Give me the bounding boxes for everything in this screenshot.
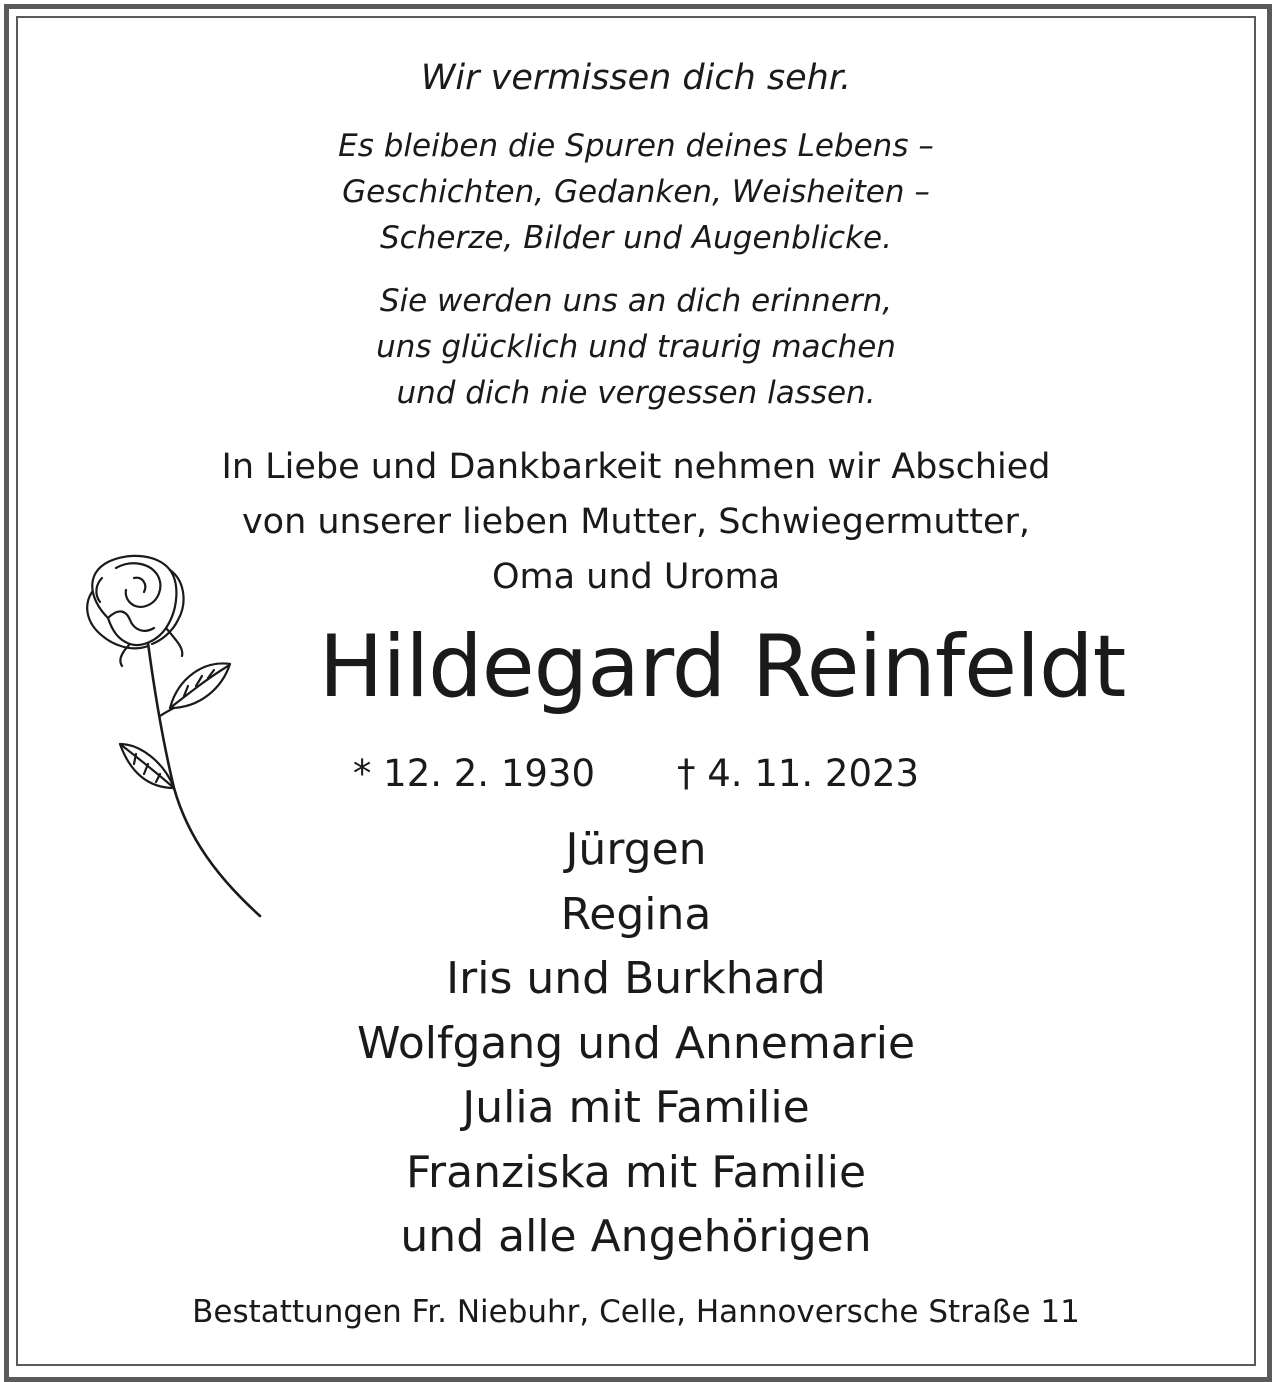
quote-title: Wir vermissen dich sehr. [420, 58, 852, 98]
poem-stanza-1 [0, 123, 1272, 261]
mourner-line: Jürgen [565, 824, 707, 875]
mourner-line: und alle Angehörigen [400, 1211, 872, 1262]
death-date: † 4. 11. 2023 [677, 752, 920, 795]
poem-line: Sie werden uns an dich erinnern, [379, 283, 893, 319]
poem-line: Geschichten, Gedanken, Weisheiten – [342, 174, 930, 210]
poem-line: Scherze, Bilder und Augenblicke. [380, 220, 892, 256]
life-dates [0, 748, 1272, 800]
mourner-line: Iris und Burkhard [446, 953, 826, 1004]
deceased-name: Hildegard Reinfeldt [318, 617, 1126, 717]
birth-date: * 12. 2. 1930 [352, 752, 595, 795]
mourner-line: Franziska mit Familie [405, 1146, 867, 1198]
intro-line: In Liebe und Dankbarkeit nehmen wir Abschied [221, 447, 1051, 487]
poem-stanza-2 [0, 278, 1272, 416]
intro-line: Oma und Uroma [491, 557, 781, 597]
mourner-line: Wolfgang und Annemarie [356, 1017, 916, 1069]
mourners-list [0, 818, 1272, 1270]
mourner-line: Julia mit Familie [462, 1082, 810, 1133]
poem-line: und dich nie vergessen lassen. [396, 375, 876, 411]
poem-line: uns glücklich und traurig machen [376, 329, 896, 365]
poem-line: Es bleiben die Spuren deines Lebens – [338, 128, 934, 164]
mourner-line: Regina [560, 888, 712, 940]
intro-line: von unserer lieben Mutter, Schwiegermutter, [241, 502, 1031, 542]
funeral-home-info: Bestattungen Fr. Niebuhr, Celle, Hannoversche Straße 11 [192, 1294, 1080, 1330]
